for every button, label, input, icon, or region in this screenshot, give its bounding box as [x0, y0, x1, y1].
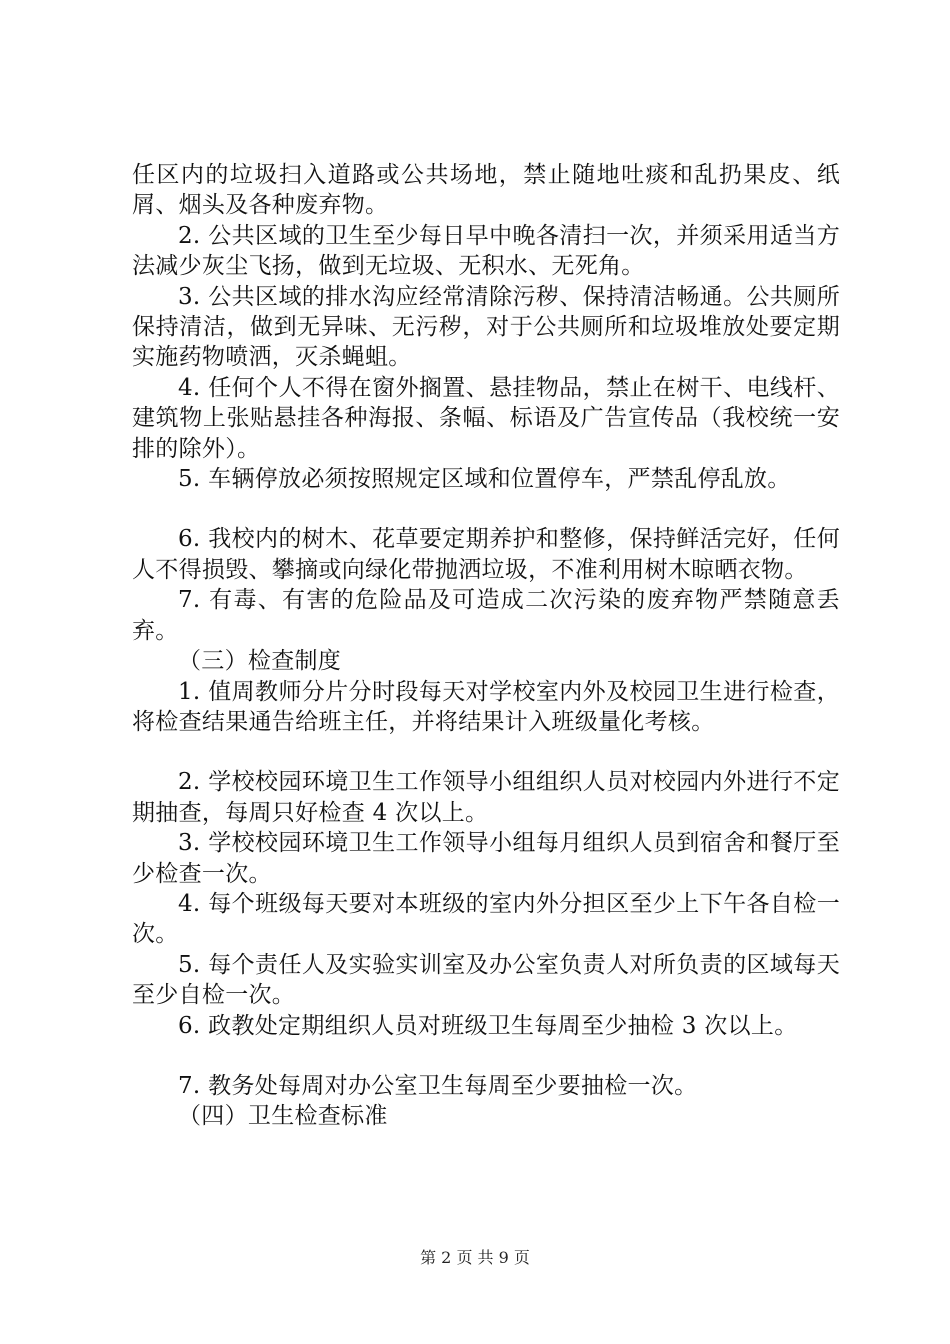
section-heading-standards: （四）卫生检查标准 [178, 1103, 388, 1130]
paragraph-item-4: 4. 任何个人不得在窗外搁置、悬挂物品，禁止在树干、电线杆、建筑物上张贴悬挂各种海报、条幅、标语及广告宣传品（我校统一安排的除外）。 [132, 374, 840, 462]
paragraph-item-2: 2. 公共区域的卫生至少每日早中晚各清扫一次，并须采用适当方法减少灰尘飞扬，做到无垃圾、无积水、无死角。 [132, 222, 840, 280]
paragraph-gap [132, 494, 840, 524]
paragraph-continuation: 任区内的垃圾扫入道路或公共场地，禁止随地吐痰和乱扔果皮、纸屑、烟头及各种废弃物。 [132, 162, 840, 219]
paragraph-item-6: 6. 我校内的树木、花草要定期养护和整修，保持鲜活完好，任何人不得损毁、攀摘或向绿化带抛洒垃圾，不准利用树木晾晒衣物。 [132, 526, 840, 583]
paragraph-inspection-1: 1. 值周教师分片分时段每天对学校室内外及校园卫生进行检查，将检查结果通告给班主任，并将结果计入班级量化考核。 [132, 678, 840, 735]
paragraph-inspection-7: 7. 教务处每周对办公室卫生每周至少要抽检一次。 [178, 1072, 698, 1099]
paragraph-item-3: 3. 公共区域的排水沟应经常清除污秽、保持清洁畅通。公共厕所保持清洁，做到无异味、无污秽，对于公共厕所和垃圾堆放处要定期实施药物喷洒，灭杀蝇蛆。 [132, 283, 840, 371]
page-number-footer: 第 2 页 共 9 页 [420, 1248, 530, 1267]
paragraph-gap [132, 1041, 840, 1071]
paragraph-inspection-4: 4. 每个班级每天要对本班级的室内外分担区至少上下午各自检一次。 [132, 890, 840, 948]
paragraph-inspection-5: 5. 每个责任人及实验实训室及办公室负责人对所负责的区域每天至少自检一次。 [132, 951, 840, 1009]
paragraph-gap [132, 737, 840, 767]
paragraph-item-7: 7. 有毒、有害的危险品及可造成二次污染的废弃物严禁随意丢弃。 [132, 587, 840, 644]
section-heading-inspection: （三）检查制度 [178, 648, 342, 675]
paragraph-item-5: 5. 车辆停放必须按照规定区域和位置停车，严禁乱停乱放。 [178, 466, 791, 493]
document-body [132, 160, 840, 1132]
paragraph-inspection-2: 2. 学校校园环境卫生工作领导小组组织人员对校园内外进行不定期抽查，每周只好检查 4 次以上。 [132, 769, 840, 826]
paragraph-inspection-3: 3. 学校校园环境卫生工作领导小组每月组织人员到宿舍和餐厅至少检查一次。 [132, 830, 840, 887]
paragraph-inspection-6: 6. 政教处定期组织人员对班级卫生每周至少抽检 3 次以上。 [178, 1012, 798, 1039]
